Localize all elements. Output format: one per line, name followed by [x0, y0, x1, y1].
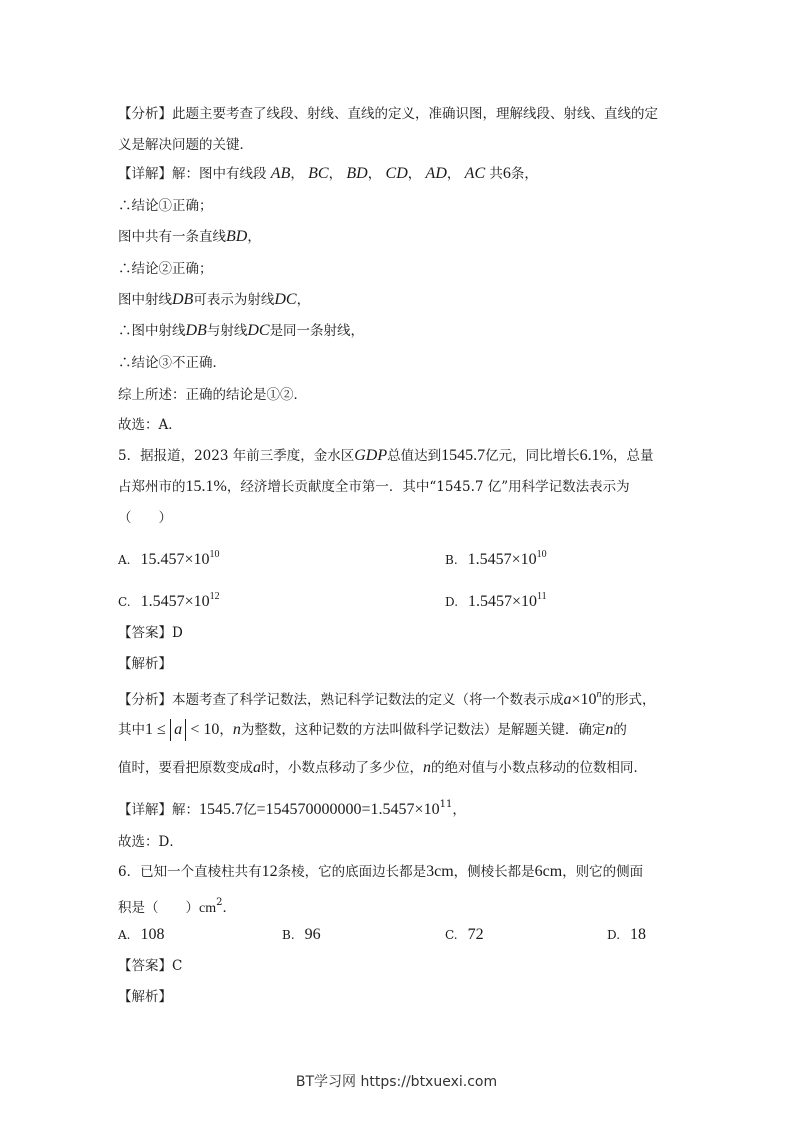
choice-line-5: 故选：D． — [118, 834, 183, 850]
conclusion-2: ∴结论②正确； — [118, 261, 213, 277]
explanation-5-heading: 【解析】 — [118, 656, 172, 672]
option-5a: A. $15.457\times 10^{10}$ — [118, 549, 220, 568]
conclusion-3: ∴结论③不正确． — [118, 355, 226, 371]
ray-statement: 图中射线DB可表示为射线DC， — [118, 291, 311, 308]
option-6a: A. 108 — [118, 926, 165, 943]
option-6c: C. 72 — [445, 926, 484, 943]
analysis-line-1: 【分析】此题主要考查了线段、射线、直线的定义，准确识图，理解线段、射线、直线的定 — [118, 106, 658, 122]
analysis-line-2: 义是解决问题的关键． — [118, 137, 253, 153]
summary-line: 综上所述：正确的结论是①②． — [118, 387, 307, 403]
explanation-6-heading: 【解析】 — [118, 989, 172, 1005]
option-5c: C. $1.5457\times 10^{12}$ — [118, 591, 220, 610]
question-6-line-1: 6．已知一个直棱柱共有12条棱，它的底面边长都是3cm，侧棱长都是6cm，则它的侧面 — [118, 863, 644, 880]
question-5-line-1: 5．据报道，2023 年前三季度，金水区GDP总值达到1545.7亿元，同比增长6.1%，总量 — [118, 447, 654, 464]
question-5-line-2: 占郑州市的15.1%，经济增长贡献度全市第一．其中“1545.7 亿”用科学记数法表示为 — [118, 478, 630, 495]
footer-watermark: BT学习网 https://btxuexi.com — [295, 1074, 498, 1090]
analysis-5-line-1: 【分析】本题考查了科学记数法，熟记科学记数法的定义（将一个数表示成$a\times 10^n$的形式， — [118, 689, 656, 708]
line-bd-statement: 图中共有一条直线BD， — [118, 228, 261, 245]
option-6d: D. 18 — [607, 926, 647, 943]
choice-line-4: 故选：A． — [118, 417, 182, 433]
answer-5: 【答案】D — [118, 625, 183, 641]
option-5b: B. $1.5457\times 10^{10}$ — [445, 549, 547, 568]
option-6b: B. 96 — [282, 926, 321, 943]
detail-segments-line: 【详解】解：图中有线段 AB， BC， BD， CD， AD， AC 共6条， — [118, 165, 538, 182]
conclusion-1: ∴结论①正确； — [118, 198, 213, 214]
answer-6: 【答案】C — [118, 958, 183, 974]
detail-5: 【详解】解：1545.7亿$=154570000000=1.5457\times 10^{11}$， — [118, 799, 466, 818]
option-5d: D. $1.5457\times 10^{11}$ — [445, 591, 547, 610]
same-ray-statement: ∴图中射线DB与射线DC是同一条射线， — [118, 322, 365, 339]
analysis-5-line-2: 其中1 ≤ a < 10，n为整数，这种记数的方法叫做科学记数法）是解题关键．确定n的 — [118, 719, 627, 741]
question-6-line-2: 积是（ ）$cm^2$． — [118, 897, 236, 916]
analysis-5-line-3: 值时，要看把原数变成a时，小数点移动了多少位，n的绝对值与小数点移动的位数相同． — [118, 759, 647, 776]
question-5-paren: （ ） — [118, 510, 172, 526]
